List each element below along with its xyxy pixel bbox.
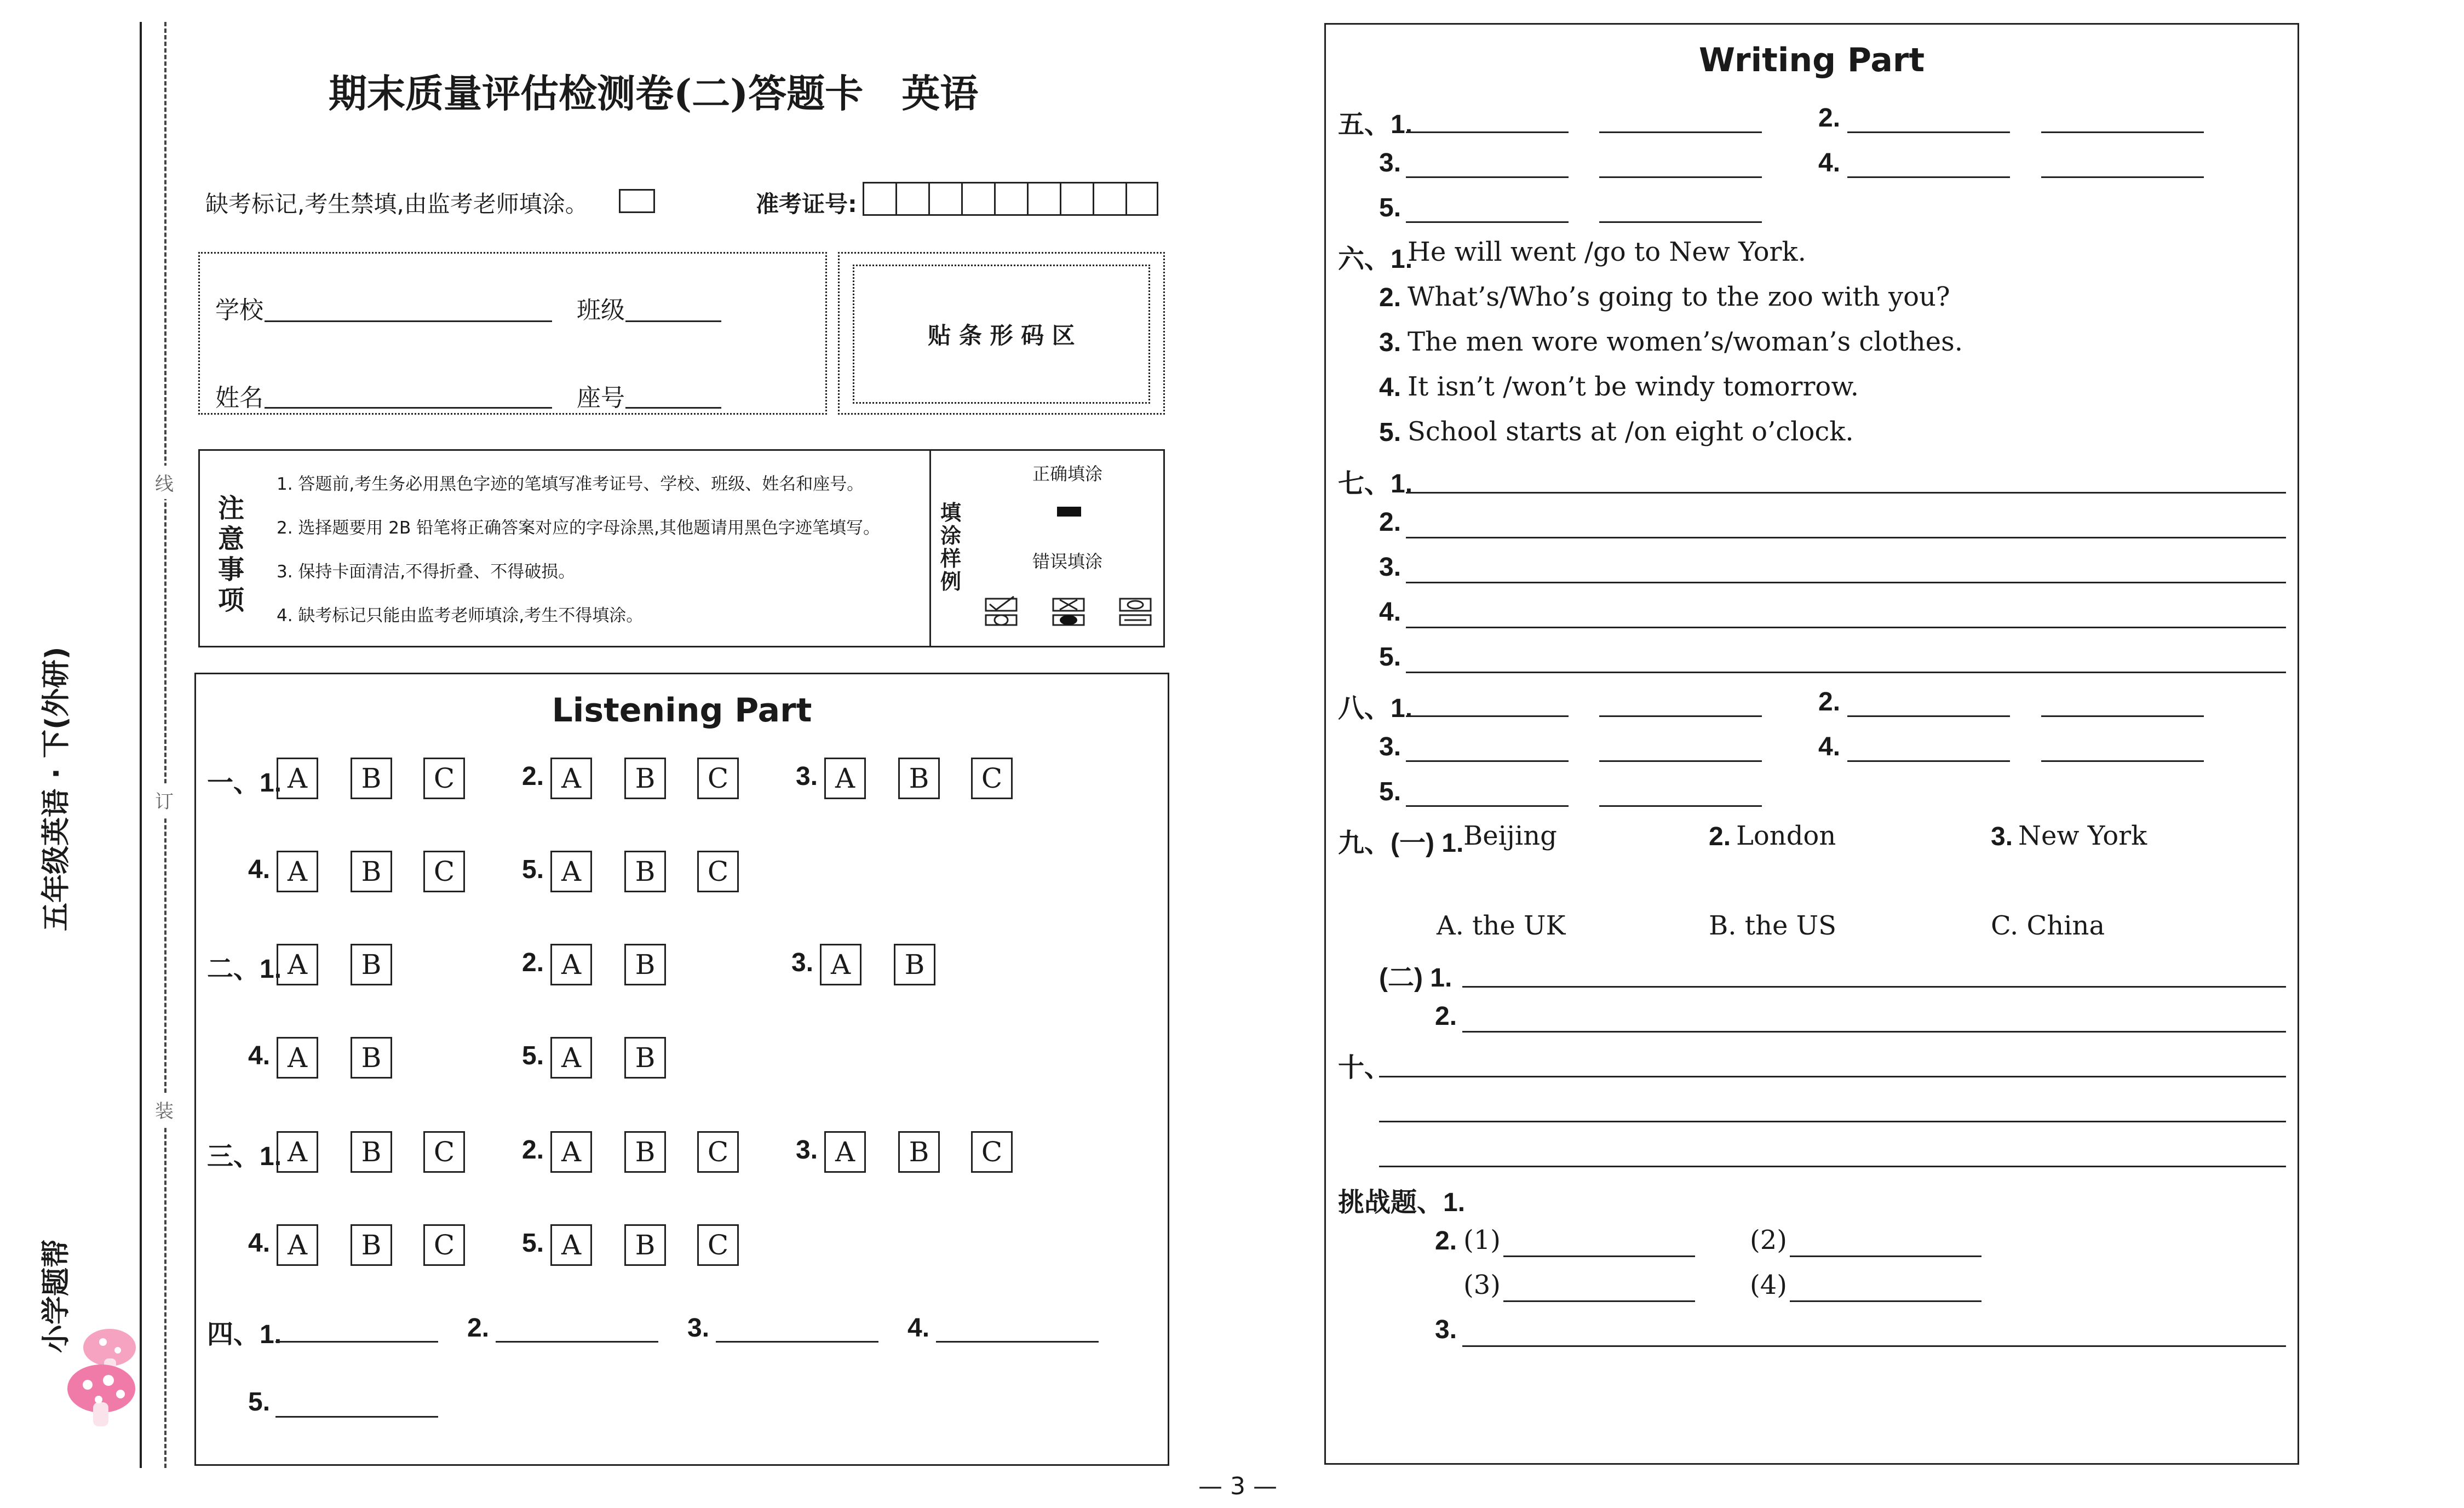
l2-q2-number: 2. bbox=[522, 948, 544, 977]
w9b-q2-number: 2. bbox=[1435, 1002, 1457, 1031]
l1-q5-option-b[interactable]: B bbox=[624, 851, 666, 892]
w8-q3-field-a[interactable] bbox=[1406, 760, 1569, 762]
brand-vertical: 小学题帮 bbox=[40, 1238, 73, 1353]
l3-q3-option-b[interactable]: B bbox=[898, 1131, 940, 1173]
l4-q5-field[interactable] bbox=[275, 1416, 438, 1418]
writing-title: Writing Part bbox=[1698, 41, 1925, 79]
challenge-part-4-field[interactable] bbox=[1790, 1300, 1981, 1302]
w9-place-beijing: Beijing bbox=[1463, 821, 1557, 851]
l1-q2-option-b[interactable]: B bbox=[624, 758, 666, 799]
class-label: 班级 bbox=[577, 296, 625, 324]
l4-q5-number: 5. bbox=[248, 1387, 271, 1417]
l1-q4-option-a[interactable]: A bbox=[277, 851, 318, 892]
listening-panel bbox=[194, 673, 1169, 1466]
w8-q5-field-a[interactable] bbox=[1406, 805, 1569, 807]
w8-q4-number: 4. bbox=[1818, 732, 1841, 761]
l1-q3-number: 3. bbox=[796, 762, 818, 791]
sample-title: 填涂样例 bbox=[940, 501, 962, 594]
l3-q2-option-b[interactable]: B bbox=[624, 1131, 666, 1173]
w9-q2-number: 2. bbox=[1709, 822, 1731, 851]
w6-q4-sentence: It isn’t /won’t be windy tomorrow. bbox=[1408, 371, 1859, 402]
l1-q2-option-a[interactable]: A bbox=[550, 758, 592, 799]
challenge-part-2-field[interactable] bbox=[1790, 1255, 1981, 1257]
l1-q3-option-c[interactable]: C bbox=[971, 758, 1013, 799]
notes-divider bbox=[929, 449, 931, 647]
w5-q3-number: 3. bbox=[1379, 148, 1402, 177]
name-field[interactable] bbox=[265, 407, 552, 409]
l3-q5-number: 5. bbox=[522, 1229, 544, 1258]
w8-q1-number: 八、1. bbox=[1338, 694, 1413, 723]
page-number: — 3 — bbox=[1198, 1472, 1277, 1500]
w5-q5-field-b[interactable] bbox=[1599, 221, 1762, 223]
w6-q1-sentence: He will went /go to New York. bbox=[1408, 237, 1806, 267]
l3-q1-option-b[interactable]: B bbox=[351, 1131, 392, 1173]
w8-q2-field-b[interactable] bbox=[2041, 715, 2204, 717]
notes-title: 注意事项 bbox=[218, 493, 245, 616]
l1-q2-number: 2. bbox=[522, 762, 544, 791]
l2-q4-option-b[interactable]: B bbox=[351, 1037, 392, 1079]
l1-q1-option-c[interactable]: C bbox=[423, 758, 465, 799]
student-info-box bbox=[198, 252, 827, 415]
challenge-part-3-field[interactable] bbox=[1503, 1300, 1695, 1302]
book-title-vertical: 五年级英语 · 下(外研) bbox=[40, 646, 73, 931]
challenge-q2-number: 2. bbox=[1435, 1226, 1457, 1255]
school-field[interactable] bbox=[265, 320, 552, 322]
l3-q5-option-c[interactable]: C bbox=[697, 1224, 739, 1266]
l4-q2-field[interactable] bbox=[496, 1341, 658, 1343]
w5-q3-field-b[interactable] bbox=[1599, 176, 1762, 178]
w8-q4-field-a[interactable] bbox=[1847, 760, 2010, 762]
w7-q3-field[interactable] bbox=[1406, 582, 2286, 583]
w7-q2-field[interactable] bbox=[1406, 537, 2286, 538]
w5-q1-field-a[interactable] bbox=[1406, 131, 1569, 133]
w8-q3-field-b[interactable] bbox=[1599, 760, 1762, 762]
note-item-1: 1. 答题前,考生务必用黑色字迹的笔填写准考证号、学校、班级、姓名和座号。 bbox=[277, 474, 864, 494]
w6-q4-number: 4. bbox=[1379, 373, 1402, 402]
name-label: 姓名 bbox=[215, 384, 263, 412]
w7-q1-number: 七、1. bbox=[1338, 469, 1413, 498]
w6-q5-number: 5. bbox=[1379, 418, 1402, 447]
l2-q3-number: 3. bbox=[791, 948, 814, 977]
l2-q1-number: 二、1. bbox=[207, 955, 282, 984]
l2-q2-option-b[interactable]: B bbox=[624, 944, 666, 985]
binding-solid-line bbox=[140, 22, 142, 1468]
listening-title: Listening Part bbox=[552, 691, 812, 730]
l1-q5-number: 5. bbox=[522, 855, 544, 884]
w10-field-3[interactable] bbox=[1379, 1166, 2286, 1167]
w5-q1-field-b[interactable] bbox=[1599, 131, 1762, 133]
absent-mark-box[interactable] bbox=[619, 189, 655, 213]
l1-q5-option-a[interactable]: A bbox=[550, 851, 592, 892]
l3-q1-number: 三、1. bbox=[207, 1142, 282, 1171]
absent-note: 缺考标记,考生禁填,由监考老师填涂。 bbox=[205, 191, 588, 217]
l1-q5-option-c[interactable]: C bbox=[697, 851, 739, 892]
note-item-3: 3. 保持卡面清洁,不得折叠、不得破损。 bbox=[277, 562, 576, 582]
wrong-fill-label: 错误填涂 bbox=[1032, 551, 1103, 572]
l2-q5-number: 5. bbox=[522, 1041, 544, 1070]
binding-mark-ding: 订 bbox=[155, 783, 174, 817]
binding-mark-zhuang: 装 bbox=[155, 1093, 174, 1126]
w9-q3-number: 3. bbox=[1991, 822, 2013, 851]
w9-country-us: B. the US bbox=[1709, 910, 1836, 941]
w9-place-newyork: New York bbox=[2018, 821, 2147, 851]
w5-q5-field-a[interactable] bbox=[1406, 221, 1569, 223]
challenge-part-1: (1) bbox=[1463, 1225, 1501, 1255]
w7-q4-field[interactable] bbox=[1406, 627, 2286, 628]
challenge-part-2: (2) bbox=[1750, 1225, 1787, 1255]
l3-q4-option-a[interactable]: A bbox=[277, 1224, 318, 1266]
l2-q1-option-a[interactable]: A bbox=[277, 944, 318, 985]
l1-q4-number: 4. bbox=[248, 855, 271, 884]
w5-q4-field-a[interactable] bbox=[1847, 176, 2010, 178]
l1-q3-option-b[interactable]: B bbox=[898, 758, 940, 799]
w8-q1-field-a[interactable] bbox=[1406, 715, 1569, 717]
l3-q4-option-c[interactable]: C bbox=[423, 1224, 465, 1266]
w8-q3-number: 3. bbox=[1379, 732, 1402, 761]
w5-q2-field-a[interactable] bbox=[1847, 131, 2010, 133]
binding-dashed-line bbox=[164, 22, 166, 1468]
challenge-q3-field[interactable] bbox=[1462, 1345, 2286, 1347]
w6-q3-sentence: The men wore women’s/woman’s clothes. bbox=[1408, 326, 1963, 357]
seat-label: 座号 bbox=[577, 384, 625, 412]
barcode-label: 贴 条 形 码 区 bbox=[928, 322, 1075, 349]
l2-q5-option-b[interactable]: B bbox=[624, 1037, 666, 1079]
w10-number: 十、 bbox=[1338, 1053, 1391, 1082]
w10-field-2[interactable] bbox=[1379, 1121, 2286, 1122]
mushroom-logo-icon bbox=[66, 1326, 148, 1430]
l3-q2-number: 2. bbox=[522, 1136, 544, 1165]
w7-q5-field[interactable] bbox=[1406, 672, 2286, 673]
l2-q2-option-a[interactable]: A bbox=[550, 944, 592, 985]
correct-fill-sample bbox=[1057, 507, 1081, 517]
school-label: 学校 bbox=[215, 296, 263, 324]
exam-id-grid[interactable] bbox=[863, 182, 1158, 216]
l4-q3-field[interactable] bbox=[716, 1341, 878, 1343]
l4-q1-field[interactable] bbox=[275, 1341, 438, 1343]
w10-field-1[interactable] bbox=[1379, 1076, 2286, 1077]
challenge-q1-number: 挑战题、1. bbox=[1338, 1188, 1466, 1217]
l3-q2-option-c[interactable]: C bbox=[697, 1131, 739, 1173]
seat-field[interactable] bbox=[625, 407, 721, 409]
l4-q1-number: 四、1. bbox=[207, 1320, 282, 1349]
exam-id-label: 准考证号: bbox=[756, 191, 857, 217]
w8-q4-field-b[interactable] bbox=[2041, 760, 2204, 762]
challenge-part-3: (3) bbox=[1463, 1270, 1501, 1300]
w5-q2-number: 2. bbox=[1818, 104, 1841, 133]
binding-mark-xian: 线 bbox=[155, 466, 174, 499]
w5-q4-number: 4. bbox=[1818, 148, 1841, 177]
l2-q4-number: 4. bbox=[248, 1041, 271, 1070]
l2-q3-option-b[interactable]: B bbox=[894, 944, 935, 985]
l3-q5-option-a[interactable]: A bbox=[550, 1224, 592, 1266]
l1-q1-number: 一、1. bbox=[207, 769, 282, 798]
w8-q5-number: 5. bbox=[1379, 777, 1402, 806]
w6-q5-sentence: School starts at /on eight o’clock. bbox=[1408, 416, 1854, 447]
correct-fill-label: 正确填涂 bbox=[1032, 463, 1103, 484]
w8-q1-field-b[interactable] bbox=[1599, 715, 1762, 717]
w5-q1-number: 五、1. bbox=[1338, 110, 1413, 139]
w5-q3-field-a[interactable] bbox=[1406, 176, 1569, 178]
challenge-part-4: (4) bbox=[1750, 1270, 1787, 1300]
l4-q4-field[interactable] bbox=[936, 1341, 1099, 1343]
w8-q2-number: 2. bbox=[1818, 687, 1841, 716]
w7-q2-number: 2. bbox=[1379, 508, 1402, 537]
w9b-q1-field[interactable] bbox=[1462, 986, 2286, 988]
w7-q4-number: 4. bbox=[1379, 598, 1402, 627]
w7-q3-number: 3. bbox=[1379, 553, 1402, 582]
l3-q4-option-b[interactable]: B bbox=[351, 1224, 392, 1266]
l3-q3-option-a[interactable]: A bbox=[824, 1131, 866, 1173]
w5-q5-number: 5. bbox=[1379, 193, 1402, 222]
l3-q2-option-a[interactable]: A bbox=[550, 1131, 592, 1173]
l2-q3-option-a[interactable]: A bbox=[820, 944, 861, 985]
l1-q1-option-b[interactable]: B bbox=[351, 758, 392, 799]
w9-place-london: London bbox=[1736, 821, 1836, 851]
w6-q2-sentence: What’s/Who’s going to the zoo with you? bbox=[1408, 282, 1950, 312]
w9b-q1-number: (二) 1. bbox=[1379, 964, 1452, 993]
w6-q2-number: 2. bbox=[1379, 283, 1402, 312]
w9b-q2-field[interactable] bbox=[1462, 1031, 2286, 1033]
l3-q3-option-c[interactable]: C bbox=[971, 1131, 1013, 1173]
w9-q1-number: 九、(一) 1. bbox=[1338, 829, 1464, 858]
page-title: 期末质量评估检测卷(二)答题卡 英语 bbox=[329, 71, 979, 116]
l1-q2-option-c[interactable]: C bbox=[697, 758, 739, 799]
l3-q4-number: 4. bbox=[248, 1229, 271, 1258]
class-field[interactable] bbox=[625, 320, 721, 322]
w6-q1-number: 六、1. bbox=[1338, 245, 1413, 274]
l3-q1-option-c[interactable]: C bbox=[423, 1131, 465, 1173]
wrong-fill-samples-icon bbox=[983, 594, 1158, 633]
l1-q1-option-a[interactable]: A bbox=[277, 758, 318, 799]
note-item-2: 2. 选择题要用 2B 铅笔将正确答案对应的字母涂黑,其他题请用黑色字迹笔填写。 bbox=[277, 518, 880, 538]
l3-q5-option-b[interactable]: B bbox=[624, 1224, 666, 1266]
l3-q1-option-a[interactable]: A bbox=[277, 1131, 318, 1173]
l2-q1-option-b[interactable]: B bbox=[351, 944, 392, 985]
l1-q4-option-c[interactable]: C bbox=[423, 851, 465, 892]
l2-q4-option-a[interactable]: A bbox=[277, 1037, 318, 1079]
note-item-4: 4. 缺考标记只能由监考老师填涂,考生不得填涂。 bbox=[277, 606, 644, 626]
l2-q5-option-a[interactable]: A bbox=[550, 1037, 592, 1079]
w8-q5-field-b[interactable] bbox=[1599, 805, 1762, 807]
l4-q2-number: 2. bbox=[467, 1314, 490, 1343]
challenge-q3-number: 3. bbox=[1435, 1315, 1457, 1344]
w7-q1-field[interactable] bbox=[1406, 492, 2286, 494]
l1-q4-option-b[interactable]: B bbox=[351, 851, 392, 892]
w9-country-uk: A. the UK bbox=[1437, 910, 1566, 941]
w5-q2-field-b[interactable] bbox=[2041, 131, 2204, 133]
w5-q4-field-b[interactable] bbox=[2041, 176, 2204, 178]
w7-q5-number: 5. bbox=[1379, 643, 1402, 672]
w6-q3-number: 3. bbox=[1379, 328, 1402, 357]
l4-q3-number: 3. bbox=[687, 1314, 710, 1343]
w9-country-china: C. China bbox=[1991, 910, 2105, 941]
l4-q4-number: 4. bbox=[908, 1314, 930, 1343]
challenge-part-1-field[interactable] bbox=[1503, 1255, 1695, 1257]
l3-q3-number: 3. bbox=[796, 1136, 818, 1165]
w8-q2-field-a[interactable] bbox=[1847, 715, 2010, 717]
l1-q3-option-a[interactable]: A bbox=[824, 758, 866, 799]
